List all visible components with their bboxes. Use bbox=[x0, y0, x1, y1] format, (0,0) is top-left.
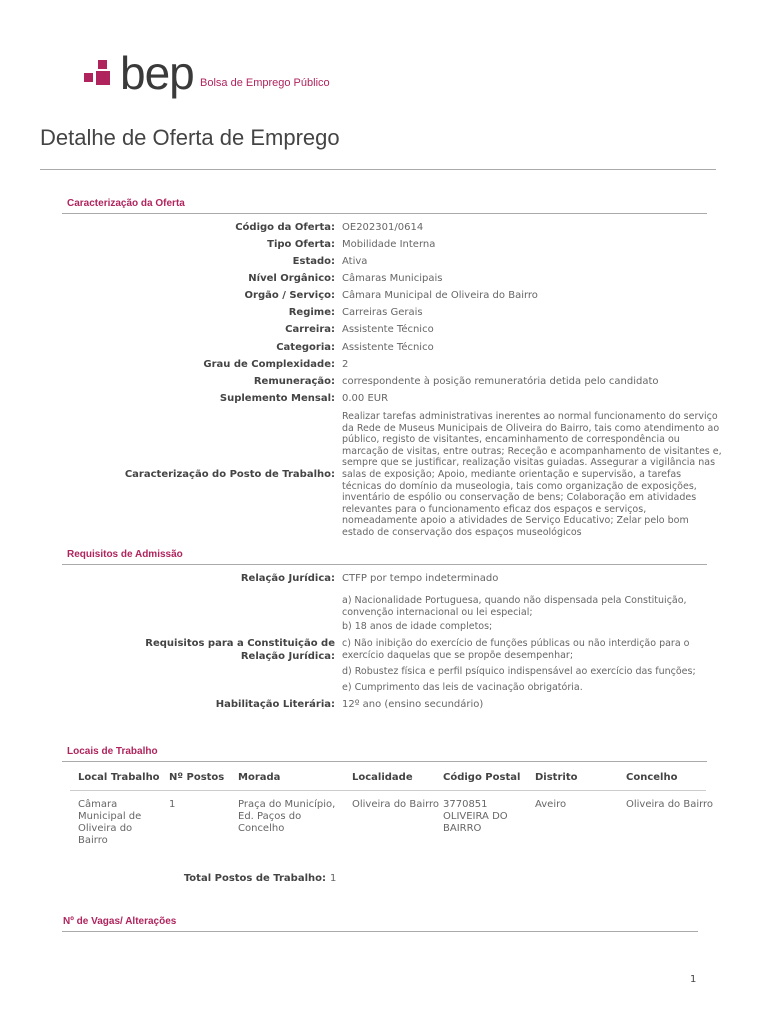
table-header: Código Postal bbox=[443, 772, 521, 783]
field-value: correspondente à posição remuneratória detida pelo candidato bbox=[342, 376, 659, 387]
total-postos-value: 1 bbox=[330, 873, 337, 884]
field-label: Estado: bbox=[292, 256, 335, 267]
table-header: Distrito bbox=[535, 772, 578, 783]
field-value: CTFP por tempo indeterminado bbox=[342, 573, 499, 584]
table-cell-postos: 1 bbox=[169, 799, 176, 810]
table-cell-localidade: Oliveira do Bairro bbox=[352, 799, 440, 810]
section-divider bbox=[62, 564, 707, 565]
field-value: Ativa bbox=[342, 256, 368, 267]
table-cell-concelho: Oliveira do Bairro bbox=[626, 799, 714, 810]
page-number: 1 bbox=[690, 974, 697, 985]
field-label: Requisitos para a Constituição de bbox=[145, 638, 335, 649]
table-cell-codigo-postal: 3770851 OLIVEIRA DO BAIRRO bbox=[443, 799, 508, 834]
section-divider bbox=[62, 761, 707, 762]
field-label: Tipo Oferta: bbox=[267, 239, 335, 250]
table-header: Localidade bbox=[352, 772, 413, 783]
logo-subtitle: Bolsa de Emprego Público bbox=[200, 77, 330, 89]
requisito-item: c) Não inibição do exercício de funções públicas ou não interdição para o exercício daquelas que se propõe desempenhar; bbox=[342, 638, 690, 661]
section-heading-caracterizacao: Caracterização da Oferta bbox=[67, 198, 185, 209]
table-header-divider bbox=[70, 790, 706, 791]
section-divider bbox=[62, 213, 707, 214]
field-value: Mobilidade Interna bbox=[342, 239, 436, 250]
section-heading-locais: Locais de Trabalho bbox=[67, 746, 158, 757]
posto-description: Realizar tarefas administrativas inerentes ao normal funcionamento do serviço da Rede de Museus Municipais de Oliveira do Bairro, tais como atendimento ao público, registo de visitantes, encaminhamento de correspondência ou marcação de visitas, entre outras; Receção e acompanhamento de visitantes e, sempre que se justificar, realização visitas guiadas. Assegurar a vigilância nas salas de exposição; Apoio, mediante orientação e supervisão, a tarefas técnicas do domínio da museologia, tais como organização de exposições, inventário de espólio ou conservação de bens; Colaboração em atividades relevantes para o funcionamento eficaz dos espaços e serviços, nomeadamente apoio a atividades de Serviço Educativo; Zelar pelo bom estado de conservação dos espaços museológicos bbox=[342, 411, 722, 538]
table-header: Concelho bbox=[626, 772, 678, 783]
logo-square bbox=[84, 73, 93, 82]
field-label: Código da Oferta: bbox=[235, 222, 335, 233]
table-header: Local Trabalho bbox=[78, 772, 160, 783]
logo-word: bep bbox=[120, 47, 194, 99]
field-label: Habilitação Literária: bbox=[215, 699, 335, 710]
field-label: Orgão / Serviço: bbox=[244, 290, 335, 301]
page-title: Detalhe de Oferta de Emprego bbox=[40, 125, 340, 150]
table-header: Nº Postos bbox=[169, 772, 225, 783]
field-label: Relação Jurídica: bbox=[240, 573, 335, 584]
requisito-item: b) 18 anos de idade completos; bbox=[342, 621, 493, 632]
field-value: Carreiras Gerais bbox=[342, 307, 423, 318]
field-label: Regime: bbox=[288, 307, 335, 318]
field-label: Carreira: bbox=[285, 324, 335, 335]
table-cell-local: Câmara Municipal de Oliveira do Bairro bbox=[78, 799, 142, 846]
field-value: Assistente Técnico bbox=[342, 324, 434, 335]
title-divider bbox=[40, 169, 716, 170]
logo-square bbox=[96, 71, 110, 85]
field-label: Grau de Complexidade: bbox=[203, 359, 335, 370]
field-label: Suplemento Mensal: bbox=[219, 393, 335, 404]
field-value: 0.00 EUR bbox=[342, 393, 389, 404]
table-header: Morada bbox=[238, 772, 281, 783]
logo-square bbox=[98, 60, 107, 69]
section-divider bbox=[62, 931, 698, 932]
field-value: 2 bbox=[342, 359, 349, 370]
table-cell-morada: Praça do Município, Ed. Paços do Concelho bbox=[238, 799, 336, 834]
field-value: Câmaras Municipais bbox=[342, 273, 443, 284]
field-label: Categoria: bbox=[276, 342, 335, 353]
field-label-posto: Caracterização do Posto de Trabalho: bbox=[124, 469, 335, 480]
requisito-item: a) Nacionalidade Portuguesa, quando não dispensada pela Constituição, convenção internacional ou lei especial; bbox=[342, 595, 687, 618]
field-value: 12º ano (ensino secundário) bbox=[342, 699, 484, 710]
total-postos-label: Total Postos de Trabalho: bbox=[183, 873, 326, 884]
field-value: OE202301/0614 bbox=[342, 222, 424, 233]
section-heading-vagas: Nº de Vagas/ Alterações bbox=[63, 916, 177, 927]
field-value: Assistente Técnico bbox=[342, 342, 434, 353]
field-label: Remuneração: bbox=[253, 376, 335, 387]
field-value: Câmara Municipal de Oliveira do Bairro bbox=[342, 290, 538, 301]
table-cell-distrito: Aveiro bbox=[535, 799, 567, 810]
requisito-item: e) Cumprimento das leis de vacinação obrigatória. bbox=[342, 682, 583, 693]
requisito-item: d) Robustez física e perfil psíquico indispensável ao exercício das funções; bbox=[342, 666, 696, 677]
section-heading-requisitos: Requisitos de Admissão bbox=[67, 549, 183, 560]
field-label: Relação Jurídica: bbox=[240, 651, 335, 662]
field-label: Nível Orgânico: bbox=[248, 273, 335, 284]
